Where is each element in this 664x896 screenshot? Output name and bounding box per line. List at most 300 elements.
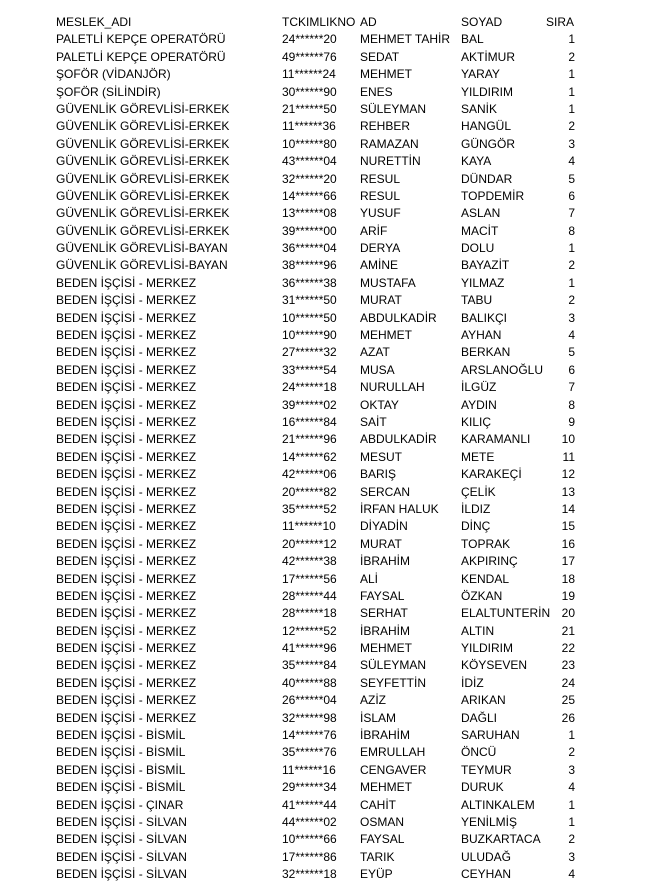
- cell-tc: 43******04: [282, 154, 337, 169]
- cell-tc: 40******88: [282, 675, 337, 690]
- cell-ad: CENGAVER: [360, 762, 427, 777]
- cell-sira: 8: [568, 397, 575, 412]
- cell-sira: 15: [561, 519, 575, 534]
- cell-soyad: SARUHAN: [461, 728, 520, 743]
- cell-ad: İBRAHİM: [360, 728, 411, 743]
- cell-tc: 11******24: [282, 67, 336, 82]
- table-row: [0, 327, 664, 344]
- table-row: [0, 431, 664, 448]
- cell-meslek: PALETLİ KEPÇE OPERATÖRÜ: [56, 49, 226, 64]
- cell-meslek: GÜVENLİK GÖREVLİSİ-ERKEK: [56, 223, 230, 238]
- cell-tc: 35******52: [282, 501, 337, 516]
- cell-meslek: BEDEN İŞÇİSİ - SİLVAN: [56, 832, 187, 847]
- cell-meslek: GÜVENLİK GÖREVLİSİ-ERKEK: [56, 136, 230, 151]
- cell-tc: 21******50: [282, 101, 337, 116]
- table-row: [0, 31, 664, 48]
- cell-sira: 23: [561, 658, 575, 673]
- cell-meslek: BEDEN İŞÇİSİ - SİLVAN: [56, 849, 187, 864]
- cell-ad: MUSA: [360, 362, 395, 377]
- table-body: [0, 31, 664, 883]
- cell-soyad: YENİLMİŞ: [461, 814, 518, 829]
- cell-meslek: BEDEN İŞÇİSİ - MERKEZ: [56, 328, 197, 343]
- cell-soyad: TABU: [461, 293, 493, 308]
- cell-sira: 21: [561, 623, 575, 638]
- cell-ad: CAHİT: [360, 797, 396, 812]
- cell-sira: 1: [568, 84, 575, 99]
- cell-sira: 2: [568, 119, 575, 134]
- cell-sira: 4: [568, 867, 575, 882]
- cell-soyad: KARAKEÇİ: [461, 467, 522, 482]
- cell-ad: MEHMET: [360, 641, 412, 656]
- cell-tc: 35******84: [282, 658, 337, 673]
- cell-ad: REHBER: [360, 119, 411, 134]
- table-row: [0, 171, 664, 188]
- cell-soyad: KENDAL: [461, 571, 510, 586]
- cell-meslek: GÜVENLİK GÖREVLİSİ-ERKEK: [56, 101, 230, 116]
- table-row: [0, 675, 664, 692]
- cell-ad: İBRAHİM: [360, 623, 411, 638]
- header-soyad: SOYAD: [461, 15, 503, 29]
- cell-sira: 2: [568, 832, 575, 847]
- cell-sira: 1: [568, 275, 575, 290]
- table-row: [0, 466, 664, 483]
- cell-tc: 11******10: [282, 519, 336, 534]
- cell-meslek: GÜVENLİK GÖREVLİSİ-ERKEK: [56, 154, 230, 169]
- cell-tc: 41******44: [282, 797, 337, 812]
- table-row: [0, 84, 664, 101]
- cell-meslek: GÜVENLİK GÖREVLİSİ-ERKEK: [56, 119, 230, 134]
- cell-sira: 5: [568, 171, 575, 186]
- table-row: [0, 692, 664, 709]
- cell-sira: 7: [568, 206, 575, 221]
- table-row: [0, 571, 664, 588]
- cell-tc: 10******50: [282, 310, 337, 325]
- cell-meslek: ŞOFÖR (SİLİNDİR): [56, 84, 161, 99]
- cell-meslek: BEDEN İŞÇİSİ - MERKEZ: [56, 571, 197, 586]
- cell-soyad: ÖZKAN: [461, 588, 503, 603]
- cell-ad: SERCAN: [360, 484, 411, 499]
- cell-tc: 32******18: [282, 867, 337, 882]
- header-ad: AD: [360, 15, 377, 29]
- cell-sira: 19: [561, 588, 575, 603]
- cell-sira: 25: [561, 693, 575, 708]
- cell-tc: 20******82: [282, 484, 337, 499]
- cell-sira: 3: [568, 136, 575, 151]
- cell-meslek: BEDEN İŞÇİSİ - MERKEZ: [56, 484, 197, 499]
- cell-sira: 4: [568, 328, 575, 343]
- header-meslek: MESLEK_ADI: [56, 15, 132, 29]
- cell-tc: 27******32: [282, 345, 337, 360]
- cell-meslek: BEDEN İŞÇİSİ - MERKEZ: [56, 588, 197, 603]
- cell-ad: ALİ: [360, 571, 379, 586]
- cell-meslek: BEDEN İŞÇİSİ - MERKEZ: [56, 710, 197, 725]
- cell-meslek: BEDEN İŞÇİSİ - MERKEZ: [56, 380, 197, 395]
- cell-soyad: BUZKARTACA: [461, 832, 541, 847]
- cell-sira: 18: [561, 571, 575, 586]
- cell-sira: 1: [568, 797, 575, 812]
- cell-sira: 3: [568, 310, 575, 325]
- cell-tc: 20******12: [282, 536, 337, 551]
- cell-sira: 1: [568, 814, 575, 829]
- cell-tc: 42******38: [282, 554, 337, 569]
- cell-soyad: ALTIN: [461, 623, 495, 638]
- cell-sira: 2: [568, 258, 575, 273]
- cell-meslek: GÜVENLİK GÖREVLİSİ-BAYAN: [56, 258, 228, 273]
- cell-tc: 24******20: [282, 32, 337, 47]
- table-row: [0, 623, 664, 640]
- cell-meslek: BEDEN İŞÇİSİ - MERKEZ: [56, 397, 197, 412]
- cell-tc: 38******96: [282, 258, 337, 273]
- cell-ad: OSMAN: [360, 814, 405, 829]
- cell-sira: 10: [561, 432, 575, 447]
- cell-tc: 35******76: [282, 745, 337, 760]
- cell-soyad: KARAMANLI: [461, 432, 531, 447]
- cell-soyad: ULUDAĞ: [461, 849, 512, 864]
- cell-ad: MEHMET: [360, 328, 412, 343]
- cell-ad: İBRAHİM: [360, 554, 411, 569]
- cell-sira: 26: [561, 710, 575, 725]
- cell-soyad: BERKAN: [461, 345, 511, 360]
- table-row: [0, 553, 664, 570]
- cell-sira: 4: [568, 154, 575, 169]
- cell-meslek: BEDEN İŞÇİSİ - MERKEZ: [56, 641, 197, 656]
- cell-tc: 49******76: [282, 49, 337, 64]
- cell-meslek: BEDEN İŞÇİSİ - MERKEZ: [56, 658, 197, 673]
- cell-tc: 26******04: [282, 693, 337, 708]
- cell-ad: DİYADİN: [360, 519, 408, 534]
- cell-ad: AZAT: [360, 345, 390, 360]
- cell-soyad: CEYHAN: [461, 867, 512, 882]
- cell-meslek: BEDEN İŞÇİSİ - MERKEZ: [56, 293, 197, 308]
- cell-tc: 11******36: [282, 119, 336, 134]
- cell-soyad: İLGÜZ: [461, 380, 497, 395]
- cell-soyad: TOPDEMİR: [461, 188, 525, 203]
- cell-tc: 36******04: [282, 241, 337, 256]
- cell-meslek: BEDEN İŞÇİSİ - MERKEZ: [56, 536, 197, 551]
- table-row: [0, 310, 664, 327]
- table-row: [0, 640, 664, 657]
- cell-sira: 1: [568, 241, 575, 256]
- table-row: [0, 414, 664, 431]
- table-row: [0, 136, 664, 153]
- cell-soyad: DÜNDAR: [461, 171, 513, 186]
- cell-soyad: AYHAN: [461, 328, 502, 343]
- cell-soyad: AYDIN: [461, 397, 497, 412]
- cell-soyad: YARAY: [461, 67, 500, 82]
- cell-ad: MESUT: [360, 449, 402, 464]
- cell-tc: 14******62: [282, 449, 337, 464]
- cell-ad: NURETTİN: [360, 154, 421, 169]
- cell-soyad: MACİT: [461, 223, 499, 238]
- table-row: [0, 779, 664, 796]
- cell-meslek: BEDEN İŞÇİSİ - MERKEZ: [56, 519, 197, 534]
- cell-sira: 2: [568, 745, 575, 760]
- cell-sira: 4: [568, 780, 575, 795]
- personnel-list-table: [0, 14, 664, 884]
- cell-ad: SEDAT: [360, 49, 400, 64]
- cell-tc: 14******76: [282, 728, 337, 743]
- table-row: [0, 449, 664, 466]
- cell-sira: 5: [568, 345, 575, 360]
- cell-soyad: YILDIRIM: [461, 84, 514, 99]
- table-row: [0, 362, 664, 379]
- cell-sira: 17: [561, 554, 575, 569]
- cell-soyad: KILIÇ: [461, 414, 492, 429]
- cell-meslek: BEDEN İŞÇİSİ - MERKEZ: [56, 467, 197, 482]
- cell-tc: 44******02: [282, 814, 337, 829]
- cell-tc: 12******52: [282, 623, 337, 638]
- cell-ad: MEHMET: [360, 780, 412, 795]
- cell-tc: 31******50: [282, 293, 337, 308]
- table-row: [0, 797, 664, 814]
- cell-soyad: AKTİMUR: [461, 49, 515, 64]
- cell-tc: 16******84: [282, 414, 337, 429]
- cell-ad: NURULLAH: [360, 380, 425, 395]
- cell-meslek: BEDEN İŞÇİSİ - SİLVAN: [56, 814, 187, 829]
- cell-soyad: YILDIRIM: [461, 641, 514, 656]
- cell-soyad: DOLU: [461, 241, 495, 256]
- cell-soyad: ARIKAN: [461, 693, 506, 708]
- table-row: [0, 744, 664, 761]
- cell-ad: EYÜP: [360, 867, 393, 882]
- cell-sira: 2: [568, 293, 575, 308]
- table-row: [0, 762, 664, 779]
- cell-ad: SEYFETTİN: [360, 675, 427, 690]
- cell-soyad: BAYAZİT: [461, 258, 510, 273]
- cell-tc: 10******66: [282, 832, 337, 847]
- cell-meslek: PALETLİ KEPÇE OPERATÖRÜ: [56, 32, 226, 47]
- cell-meslek: BEDEN İŞÇİSİ - MERKEZ: [56, 693, 197, 708]
- table-row: [0, 710, 664, 727]
- table-row: [0, 588, 664, 605]
- cell-soyad: DAĞLI: [461, 710, 498, 725]
- cell-soyad: İDİZ: [461, 675, 484, 690]
- cell-soyad: HANGÜL: [461, 119, 512, 134]
- cell-soyad: KAYA: [461, 154, 492, 169]
- cell-meslek: GÜVENLİK GÖREVLİSİ-ERKEK: [56, 188, 230, 203]
- cell-tc: 24******18: [282, 380, 337, 395]
- cell-soyad: BAL: [461, 32, 484, 47]
- cell-meslek: BEDEN İŞÇİSİ - BİSMİL: [56, 780, 186, 795]
- cell-meslek: BEDEN İŞÇİSİ - MERKEZ: [56, 432, 197, 447]
- table-row: [0, 188, 664, 205]
- cell-ad: SÜLEYMAN: [360, 658, 427, 673]
- cell-ad: AZİZ: [360, 693, 386, 708]
- cell-ad: MUSTAFA: [360, 275, 416, 290]
- cell-meslek: ŞOFÖR (VİDANJÖR): [56, 67, 171, 82]
- cell-soyad: SANİK: [461, 101, 498, 116]
- cell-ad: BARIŞ: [360, 467, 397, 482]
- cell-soyad: ELALTUNTERİN: [461, 606, 551, 621]
- cell-tc: 17******86: [282, 849, 337, 864]
- cell-tc: 42******06: [282, 467, 337, 482]
- cell-meslek: BEDEN İŞÇİSİ - BİSMİL: [56, 745, 186, 760]
- cell-ad: TARIK: [360, 849, 395, 864]
- cell-meslek: BEDEN İŞÇİSİ - MERKEZ: [56, 554, 197, 569]
- cell-ad: İSLAM: [360, 710, 397, 725]
- cell-sira: 6: [568, 188, 575, 203]
- table-row: [0, 501, 664, 518]
- cell-meslek: BEDEN İŞÇİSİ - BİSMİL: [56, 762, 186, 777]
- cell-sira: 7: [568, 380, 575, 395]
- cell-ad: MURAT: [360, 536, 402, 551]
- cell-ad: FAYSAL: [360, 588, 405, 603]
- cell-sira: 1: [568, 728, 575, 743]
- table-header-row: [0, 14, 664, 31]
- header-tc: TCKIMLIKNO: [282, 15, 356, 29]
- table-row: [0, 518, 664, 535]
- cell-tc: 21******96: [282, 432, 337, 447]
- cell-tc: 28******44: [282, 588, 337, 603]
- cell-sira: 14: [561, 501, 575, 516]
- table-row: [0, 379, 664, 396]
- cell-soyad: BALIKÇI: [461, 310, 508, 325]
- cell-sira: 9: [568, 414, 575, 429]
- cell-sira: 8: [568, 223, 575, 238]
- cell-tc: 33******54: [282, 362, 337, 377]
- cell-ad: SERHAT: [360, 606, 408, 621]
- table-row: [0, 727, 664, 744]
- cell-tc: 36******38: [282, 275, 337, 290]
- cell-sira: 13: [561, 484, 575, 499]
- cell-soyad: ALTINKALEM: [461, 797, 535, 812]
- cell-sira: 1: [568, 101, 575, 116]
- cell-ad: RESUL: [360, 171, 401, 186]
- cell-tc: 14******66: [282, 188, 337, 203]
- cell-sira: 16: [561, 536, 575, 551]
- cell-meslek: BEDEN İŞÇİSİ - MERKEZ: [56, 501, 197, 516]
- table-row: [0, 605, 664, 622]
- cell-meslek: BEDEN İŞÇİSİ - MERKEZ: [56, 675, 197, 690]
- cell-meslek: GÜVENLİK GÖREVLİSİ-ERKEK: [56, 206, 230, 221]
- cell-ad: SAİT: [360, 414, 387, 429]
- cell-ad: YUSUF: [360, 206, 401, 221]
- cell-tc: 29******34: [282, 780, 337, 795]
- header-sira: SIRA: [546, 15, 575, 29]
- table-row: [0, 66, 664, 83]
- cell-sira: 20: [561, 606, 575, 621]
- cell-meslek: BEDEN İŞÇİSİ - SİLVAN: [56, 867, 187, 882]
- table-row: [0, 849, 664, 866]
- cell-meslek: BEDEN İŞÇİSİ - MERKEZ: [56, 623, 197, 638]
- table-row: [0, 344, 664, 361]
- table-row: [0, 205, 664, 222]
- cell-tc: 41******96: [282, 641, 337, 656]
- cell-ad: RAMAZAN: [360, 136, 419, 151]
- table-row: [0, 397, 664, 414]
- cell-ad: ABDULKADİR: [360, 310, 437, 325]
- cell-soyad: METE: [461, 449, 495, 464]
- cell-tc: 17******56: [282, 571, 337, 586]
- cell-tc: 13******08: [282, 206, 337, 221]
- cell-ad: ABDULKADİR: [360, 432, 437, 447]
- table-row: [0, 484, 664, 501]
- table-row: [0, 657, 664, 674]
- cell-ad: MURAT: [360, 293, 402, 308]
- cell-tc: 10******80: [282, 136, 337, 151]
- cell-sira: 2: [568, 49, 575, 64]
- cell-meslek: BEDEN İŞÇİSİ - MERKEZ: [56, 310, 197, 325]
- cell-ad: FAYSAL: [360, 832, 405, 847]
- cell-ad: RESUL: [360, 188, 401, 203]
- cell-soyad: ASLAN: [461, 206, 501, 221]
- cell-ad: SÜLEYMAN: [360, 101, 427, 116]
- cell-ad: DERYA: [360, 241, 401, 256]
- cell-ad: İRFAN HALUK: [360, 501, 439, 516]
- cell-tc: 32******98: [282, 710, 337, 725]
- cell-soyad: ÖNCÜ: [461, 745, 497, 760]
- cell-meslek: BEDEN İŞÇİSİ - MERKEZ: [56, 345, 197, 360]
- table-row: [0, 536, 664, 553]
- cell-soyad: GÜNGÖR: [461, 136, 515, 151]
- cell-soyad: TEYMUR: [461, 762, 512, 777]
- cell-ad: AMİNE: [360, 258, 399, 273]
- cell-ad: EMRULLAH: [360, 745, 426, 760]
- cell-ad: ARİF: [360, 223, 388, 238]
- cell-sira: 1: [568, 32, 575, 47]
- table-row: [0, 292, 664, 309]
- cell-sira: 12: [561, 467, 575, 482]
- cell-sira: 22: [561, 641, 575, 656]
- cell-meslek: BEDEN İŞÇİSİ - MERKEZ: [56, 606, 197, 621]
- cell-meslek: BEDEN İŞÇİSİ - ÇINAR: [56, 797, 184, 812]
- cell-tc: 11******16: [282, 762, 336, 777]
- cell-tc: 30******90: [282, 84, 337, 99]
- cell-ad: MEHMET TAHİR: [360, 32, 451, 47]
- cell-soyad: ÇELİK: [461, 484, 496, 499]
- table-row: [0, 866, 664, 883]
- cell-soyad: DİNÇ: [461, 519, 491, 534]
- cell-meslek: BEDEN İŞÇİSİ - MERKEZ: [56, 275, 197, 290]
- cell-meslek: BEDEN İŞÇİSİ - MERKEZ: [56, 414, 197, 429]
- cell-soyad: DURUK: [461, 780, 504, 795]
- cell-meslek: BEDEN İŞÇİSİ - BİSMİL: [56, 728, 186, 743]
- cell-meslek: BEDEN İŞÇİSİ - MERKEZ: [56, 362, 197, 377]
- cell-sira: 3: [568, 849, 575, 864]
- cell-meslek: GÜVENLİK GÖREVLİSİ-BAYAN: [56, 241, 228, 256]
- cell-tc: 28******18: [282, 606, 337, 621]
- table-row: [0, 831, 664, 848]
- cell-soyad: YILMAZ: [461, 275, 505, 290]
- cell-sira: 24: [561, 675, 575, 690]
- cell-soyad: ARSLANOĞLU: [461, 362, 544, 377]
- cell-ad: OKTAY: [360, 397, 399, 412]
- cell-soyad: TOPRAK: [461, 536, 511, 551]
- table-row: [0, 275, 664, 292]
- cell-sira: 1: [568, 67, 575, 82]
- table-row: [0, 223, 664, 240]
- cell-ad: MEHMET: [360, 67, 412, 82]
- table-row: [0, 240, 664, 257]
- table-row: [0, 814, 664, 831]
- cell-sira: 3: [568, 762, 575, 777]
- cell-tc: 39******00: [282, 223, 337, 238]
- cell-sira: 6: [568, 362, 575, 377]
- table-row: [0, 49, 664, 66]
- cell-soyad: İLDIZ: [461, 501, 491, 516]
- cell-meslek: GÜVENLİK GÖREVLİSİ-ERKEK: [56, 171, 230, 186]
- cell-sira: 11: [562, 449, 575, 464]
- table-row: [0, 153, 664, 170]
- table-row: [0, 257, 664, 274]
- cell-soyad: AKPIRINÇ: [461, 554, 518, 569]
- cell-tc: 39******02: [282, 397, 337, 412]
- table-row: [0, 101, 664, 118]
- table-row: [0, 118, 664, 135]
- cell-soyad: KÖYSEVEN: [461, 658, 528, 673]
- cell-tc: 10******90: [282, 328, 337, 343]
- cell-meslek: BEDEN İŞÇİSİ - MERKEZ: [56, 449, 197, 464]
